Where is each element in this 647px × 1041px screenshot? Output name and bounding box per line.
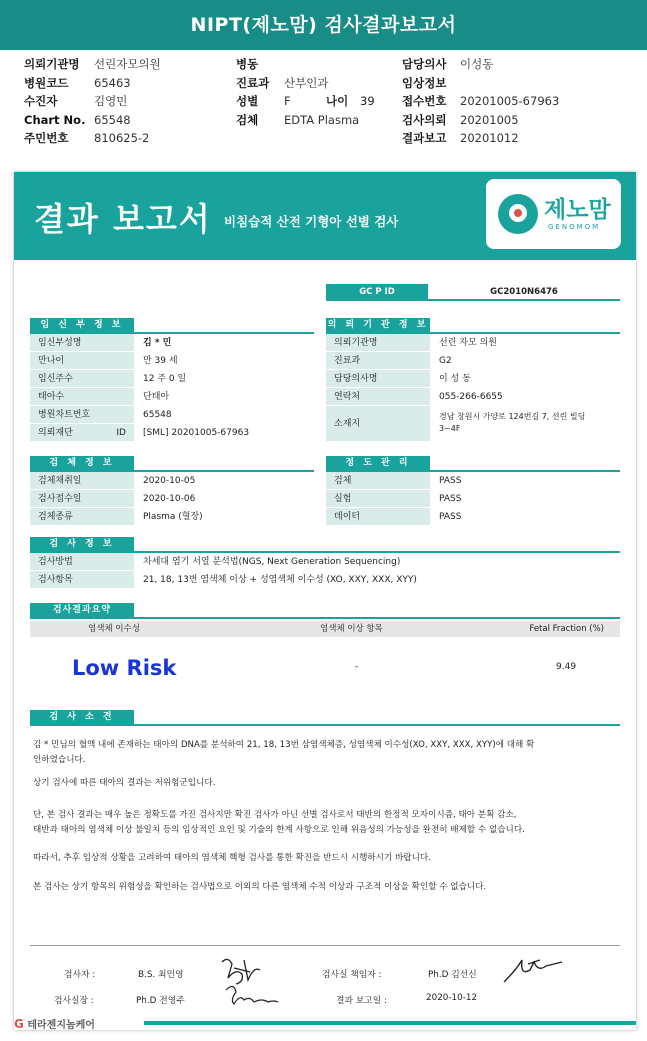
header-value: 810625-2 — [94, 131, 150, 145]
header-key: 의뢰기관명 — [24, 57, 80, 71]
institution-value: 055-266-6655 — [439, 392, 503, 402]
pregnant-key: 태아수 — [30, 388, 134, 405]
header-col-1 — [24, 55, 161, 148]
section-summary-head: 검사결과요약 — [30, 603, 134, 617]
institution-key: 진료과 — [326, 352, 430, 369]
gc-pid-value: GC2010N6476 — [428, 284, 620, 301]
institution-table — [326, 334, 620, 442]
institution-value: G2 — [439, 356, 452, 366]
header-value: EDTA Plasma — [284, 112, 360, 127]
gc-pid-label: GC P ID — [326, 284, 428, 301]
pregnant-value: 단태아 — [143, 392, 170, 402]
pregnant-value: 65548 — [143, 410, 172, 420]
finding-text: 인하였습니다. — [33, 755, 86, 765]
header-key: 병동 — [236, 57, 259, 71]
pregnant-key: 의뢰재단 ID — [30, 424, 134, 441]
header-value: 선린자모의원 — [94, 57, 161, 71]
qc-value: PASS — [439, 512, 462, 522]
report-date-label: 결과 보고일 : — [336, 996, 388, 1006]
qc-key: 검체 — [326, 472, 430, 489]
genomom-logo — [486, 179, 621, 249]
summary-col-aneuploidy: 염색체 이수성 — [88, 624, 140, 634]
qc-key: 데이터 — [326, 508, 430, 525]
institution-address — [430, 406, 585, 441]
lab-lead-label: 검사실 책임자 : — [322, 970, 382, 980]
institution-value: 선린 자모 의원 — [439, 338, 497, 348]
finding-paragraph-2: 상기 검사에 따른 태아의 결과는 저위험군입니다. — [33, 778, 216, 788]
header-value: 20201012 — [460, 131, 519, 145]
qc-value: PASS — [439, 494, 462, 504]
banner-subtitle: 비침습적 산전 기형아 선별 검사 — [224, 214, 399, 229]
finding-paragraph-5: 본 검사는 상기 항목의 위험성을 확인하는 검사법으로 이외의 다른 염색체 수적 이상과 구조적 이상을 확인할 수 없습니다. — [33, 882, 487, 892]
address-line-2: 3~4F — [439, 424, 461, 433]
risk-result: Low Risk — [72, 656, 177, 680]
company-name: 테라젠지놈케어 — [27, 1020, 95, 1031]
logo-subtext: GENOMOM — [548, 223, 601, 231]
report-banner — [14, 172, 636, 260]
pregnant-table — [30, 334, 314, 442]
institution-key: 담당의사명 — [326, 370, 430, 387]
logo-text: 제노맘 — [544, 197, 611, 223]
fetal-fraction-value: 9.49 — [556, 662, 577, 672]
finding-text: 단, 본 검사 결과는 매우 높은 정확도를 가진 검사지만 확진 검사가 아닌 선별 검사로서 태반의 한정적 모자이시즘, 태아 분획 감소, — [33, 810, 517, 820]
specimen-table — [30, 472, 314, 526]
header-value: 20201005-67963 — [460, 94, 560, 108]
footer-bar — [144, 1021, 636, 1025]
test-key: 검사항목 — [30, 571, 134, 588]
specimen-value: 2020-10-05 — [143, 476, 196, 486]
pregnant-value: 김 * 민 — [143, 338, 172, 348]
lab-director-label: 검사실장 : — [54, 996, 94, 1006]
header-key: 검체 — [236, 112, 259, 127]
header-key: 접수번호 — [402, 94, 447, 108]
report-title: NIPT(제노맘) 검사결과보고서 — [0, 0, 647, 50]
report-date-value: 2020-10-12 — [426, 993, 478, 1003]
summary-header-row — [30, 621, 620, 637]
header-value: 김영민 — [94, 94, 128, 108]
tester-name: B.S. 최민영 — [138, 970, 184, 980]
pregnant-key: 만나이 — [30, 352, 134, 369]
summary-col-fetal-fraction: Fetal Fraction (%) — [529, 624, 604, 634]
header-key: 결과보고 — [402, 131, 447, 145]
company-logo — [14, 1016, 95, 1031]
signature-divider — [30, 945, 620, 946]
header-value: 이성동 — [460, 57, 494, 71]
header-key: Chart No. — [24, 112, 86, 127]
finding-paragraph-4: 따라서, 추후 임상적 상황을 고려하여 태아의 염색체 핵형 검사를 통한 확진을 반드시 시행하시기 바랍니다. — [33, 853, 431, 863]
test-table — [30, 553, 620, 589]
header-key: 주민번호 — [24, 131, 69, 145]
section-test-head: 검 사 정 보 — [30, 537, 134, 551]
finding-paragraph-3 — [33, 808, 623, 838]
pregnant-key: 임신부성명 — [30, 334, 134, 351]
section-institution-head: 의 뢰 기 관 정 보 — [327, 320, 429, 330]
specimen-value: 2020-10-06 — [143, 494, 196, 504]
header-key: 진료과 — [236, 75, 270, 90]
header-key: 성별 — [236, 94, 259, 108]
header-key: 수진자 — [24, 94, 58, 108]
finding-text: 태반과 태아의 염색체 이상 불일치 등의 임상적인 요인 및 기술의 한계 사항으로 인해 위음성의 가능성을 완전히 배제할 수 없습니다. — [33, 825, 525, 835]
qc-value: PASS — [439, 476, 462, 486]
section-divider — [30, 617, 620, 619]
section-qc-head: 정 도 관 리 — [326, 456, 430, 470]
company-logo-icon: G — [14, 1017, 24, 1031]
test-value: 21, 18, 13번 염색체 이상 + 성염색체 이수성 (XO, XXY, XXX, XYY) — [143, 575, 417, 585]
lab-lead-name: Ph.D 김선신 — [428, 970, 477, 980]
specimen-key: 검체종류 — [30, 508, 134, 525]
specimen-key: 검체채취일 — [30, 472, 134, 489]
gc-pid — [326, 284, 620, 301]
header-key: 검사의뢰 — [402, 112, 447, 127]
address-line-1: 경남 창원시 가양로 124번길 7, 선린 빌딩 — [439, 412, 586, 421]
qc-table — [326, 472, 620, 526]
header-value: 산부인과 — [284, 75, 329, 90]
lab-lead-signature — [500, 952, 566, 988]
header-value: 20201005 — [460, 112, 519, 127]
section-pregnant-head: 임 신 부 정 보 — [30, 318, 134, 332]
tester-label: 검사자 : — [64, 970, 96, 980]
pregnant-value: [SML] 20201005-67963 — [143, 428, 250, 438]
header-value: 65463 — [94, 75, 131, 90]
banner-title: 결과 보고서 — [34, 200, 212, 238]
specimen-key: 검사접수일 — [30, 490, 134, 507]
institution-key: 의뢰기관명 — [326, 334, 430, 351]
test-key: 검사방법 — [30, 553, 134, 570]
header-key: 병원코드 — [24, 75, 69, 90]
header-value: F — [284, 94, 291, 108]
logo-mark-icon — [498, 194, 538, 234]
specimen-value: Plasma (혈장) — [143, 512, 203, 522]
institution-key: 연락처 — [326, 388, 430, 405]
result-report — [14, 172, 636, 1030]
pregnant-key: 임신주수 — [30, 370, 134, 387]
abnormal-item-value: - — [355, 662, 359, 672]
header-col-2 — [236, 55, 375, 129]
section-divider — [30, 724, 620, 726]
section-specimen-head: 검 체 정 보 — [30, 456, 134, 470]
finding-text: 김 * 민님의 혈액 내에 존재하는 태아의 DNA를 분석하여 21, 18, 13번 삼염색체증, 성염색체 이수성(XO, XXY, XXX, XYY)에 대해 확 — [33, 740, 535, 750]
institution-key: 소재지 — [326, 406, 430, 441]
qc-key: 실험 — [326, 490, 430, 507]
header-key: 담당의사 — [402, 57, 447, 71]
finding-paragraph-1 — [33, 738, 623, 768]
age-value: 39 — [360, 94, 375, 108]
summary-col-abnormal-item: 염색체 이상 항목 — [320, 624, 383, 634]
institution-value: 이 성 동 — [439, 374, 471, 384]
pregnant-key: 병원차트번호 — [30, 406, 134, 423]
director-signature — [220, 980, 280, 1010]
lab-director-name: Ph.D 전영주 — [136, 996, 185, 1006]
section-findings-head: 검 사 소 견 — [30, 710, 134, 724]
pregnant-value: 만 39 세 — [143, 356, 178, 366]
header-value: 65548 — [94, 112, 131, 127]
header-key: 임상정보 — [402, 75, 447, 90]
header-col-3 — [402, 55, 559, 148]
pregnant-value: 12 주 0 일 — [143, 374, 187, 384]
age-label: 나이 — [326, 94, 349, 108]
test-value: 차세대 염기 서열 분석법(NGS, Next Generation Sequencing) — [143, 557, 401, 567]
